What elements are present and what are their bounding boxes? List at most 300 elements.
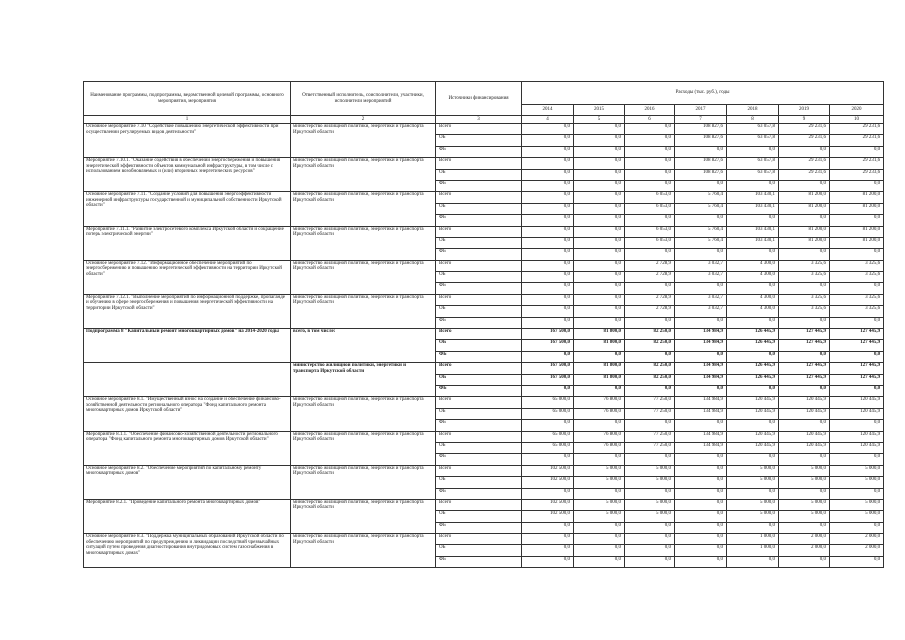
amount-cell: 0,0 [522, 545, 574, 556]
amount-cell: 81 200,0 [830, 192, 884, 203]
amount-cell: 0,0 [522, 522, 574, 533]
funding-source: ОБ [436, 272, 522, 283]
amount-cell: 0,0 [675, 420, 727, 431]
column-index: 4 [522, 116, 574, 124]
header-year: 2016 [625, 105, 675, 116]
amount-cell: 5 000,0 [574, 477, 625, 488]
amount-cell: 134 984,9 [675, 374, 727, 385]
amount-cell: 76 800,0 [574, 431, 625, 442]
amount-cell: 2 000,0 [779, 545, 830, 556]
executor: министерство жилищной политики, энергетики и транспорта Иркутской области [291, 397, 436, 431]
amount-cell: 0,0 [727, 215, 779, 226]
amount-cell: 29 231,6 [779, 158, 830, 169]
amount-cell: 0,0 [779, 522, 830, 533]
amount-cell: 120 445,9 [779, 408, 830, 419]
amount-cell: 0,0 [522, 534, 574, 545]
measure-name [84, 363, 291, 397]
amount-cell: 0,0 [574, 180, 625, 191]
amount-cell: 5 000,0 [574, 511, 625, 522]
amount-cell: 4 300,0 [727, 272, 779, 283]
amount-cell: 0,0 [574, 203, 625, 214]
amount-cell: 127 445,9 [779, 363, 830, 374]
amount-cell: 3 032,7 [675, 306, 727, 317]
amount-cell: 0,0 [522, 420, 574, 431]
amount-cell: 0,0 [574, 226, 625, 237]
amount-cell: 82 250,0 [625, 329, 675, 340]
amount-cell: 0,0 [625, 215, 675, 226]
amount-cell: 0,0 [675, 215, 727, 226]
amount-cell: 0,0 [830, 385, 884, 396]
amount-cell: 3 325,6 [779, 260, 830, 271]
amount-cell: 0,0 [522, 226, 574, 237]
amount-cell: 3 325,6 [830, 260, 884, 271]
amount-cell: 29 231,6 [830, 135, 884, 146]
funding-source: Всего [436, 465, 522, 476]
amount-cell: 5 000,0 [830, 477, 884, 488]
amount-cell: 3 325,6 [779, 272, 830, 283]
amount-cell: 0,0 [727, 283, 779, 294]
funding-source: ФБ [436, 454, 522, 465]
table-row [84, 294, 884, 305]
amount-cell: 0,0 [574, 545, 625, 556]
amount-cell: 82 250,0 [625, 340, 675, 351]
amount-cell: 0,0 [574, 317, 625, 328]
amount-cell: 0,0 [625, 534, 675, 545]
amount-cell: 0,0 [574, 306, 625, 317]
amount-cell: 108 827,6 [675, 158, 727, 169]
amount-cell: 5 760,4 [675, 192, 727, 203]
column-index: 5 [574, 116, 625, 124]
amount-cell: 134 984,9 [675, 329, 727, 340]
amount-cell: 0,0 [522, 351, 574, 362]
amount-cell: 120 445,9 [779, 431, 830, 442]
amount-cell: 126 445,9 [727, 329, 779, 340]
amount-cell: 0,0 [574, 454, 625, 465]
funding-source: ОБ [436, 340, 522, 351]
amount-cell: 82 250,0 [625, 363, 675, 374]
amount-cell: 0,0 [675, 454, 727, 465]
amount-cell: 5 000,0 [625, 477, 675, 488]
amount-cell: 0,0 [675, 465, 727, 476]
measure-name: Подпрограмма 8 "Капитальный ремонт многоквартирных домов" на 2014-2020 годы [84, 329, 291, 363]
amount-cell: 120 445,9 [830, 442, 884, 453]
amount-cell: 134 984,9 [675, 442, 727, 453]
amount-cell: 5 760,4 [675, 226, 727, 237]
amount-cell: 2 728,9 [625, 294, 675, 305]
header-year: 2017 [675, 105, 727, 116]
executor: министерство жилищной политики, энергетики и транспорта Иркутской области [291, 499, 436, 533]
amount-cell: 3 325,6 [830, 294, 884, 305]
amount-cell: 0,0 [574, 192, 625, 203]
funding-source: Всего [436, 397, 522, 408]
amount-cell: 127 445,9 [830, 374, 884, 385]
amount-cell: 65 000,0 [522, 442, 574, 453]
amount-cell: 0,0 [830, 317, 884, 328]
amount-cell: 77 250,0 [625, 431, 675, 442]
amount-cell: 5 000,0 [625, 465, 675, 476]
amount-cell: 5 000,0 [625, 511, 675, 522]
column-index: 2 [291, 116, 436, 124]
amount-cell: 0,0 [574, 135, 625, 146]
amount-cell: 134 984,9 [675, 397, 727, 408]
column-index: 8 [727, 116, 779, 124]
amount-cell: 0,0 [727, 522, 779, 533]
amount-cell: 0,0 [625, 135, 675, 146]
budget-table [83, 81, 884, 568]
amount-cell: 3 325,6 [779, 306, 830, 317]
amount-cell: 0,0 [522, 203, 574, 214]
amount-cell: 0,0 [675, 511, 727, 522]
amount-cell: 5 000,0 [727, 477, 779, 488]
amount-cell: 0,0 [574, 237, 625, 248]
amount-cell: 0,0 [830, 420, 884, 431]
amount-cell: 29 231,6 [779, 124, 830, 135]
amount-cell: 0,0 [779, 283, 830, 294]
executor: министерство жилищной политики, энергетики и транспорта Иркутской области [291, 260, 436, 294]
table-row [84, 158, 884, 169]
amount-cell: 0,0 [779, 249, 830, 260]
amount-cell: 6 053,0 [625, 203, 675, 214]
amount-cell: 0,0 [625, 420, 675, 431]
amount-cell: 0,0 [675, 534, 727, 545]
funding-source: ОБ [436, 203, 522, 214]
amount-cell: 76 800,0 [574, 442, 625, 453]
amount-cell: 103 430,1 [727, 192, 779, 203]
amount-cell: 0,0 [675, 499, 727, 510]
amount-cell: 5 760,4 [675, 237, 727, 248]
executor: министерство жилищной политики, энергетики и транспорта Иркутской области [291, 465, 436, 499]
amount-cell: 29 231,6 [779, 135, 830, 146]
amount-cell: 0,0 [522, 385, 574, 396]
amount-cell: 2 000,0 [830, 545, 884, 556]
column-index: 3 [436, 116, 522, 124]
amount-cell: 108 827,6 [675, 169, 727, 180]
amount-cell: 2 728,9 [625, 260, 675, 271]
amount-cell: 77 250,0 [625, 408, 675, 419]
amount-cell: 65 000,0 [522, 431, 574, 442]
amount-cell: 0,0 [625, 158, 675, 169]
amount-cell: 0,0 [779, 351, 830, 362]
amount-cell: 0,0 [727, 488, 779, 499]
amount-cell: 0,0 [574, 294, 625, 305]
funding-source: Всего [436, 158, 522, 169]
table-row [84, 192, 884, 203]
amount-cell: 0,0 [625, 146, 675, 157]
amount-cell: 0,0 [675, 180, 727, 191]
amount-cell: 0,0 [522, 272, 574, 283]
amount-cell: 81 200,0 [779, 203, 830, 214]
amount-cell: 4 300,0 [727, 306, 779, 317]
amount-cell: 0,0 [727, 249, 779, 260]
amount-cell: 102 500,0 [522, 499, 574, 510]
funding-source: ФБ [436, 215, 522, 226]
amount-cell: 127 445,9 [830, 363, 884, 374]
amount-cell: 5 000,0 [727, 511, 779, 522]
amount-cell: 0,0 [574, 385, 625, 396]
funding-source: ФБ [436, 522, 522, 533]
amount-cell: 0,0 [830, 180, 884, 191]
amount-cell: 0,0 [779, 317, 830, 328]
amount-cell: 167 500,0 [522, 363, 574, 374]
funding-source: ОБ [436, 545, 522, 556]
amount-cell: 0,0 [574, 488, 625, 499]
amount-cell: 0,0 [779, 146, 830, 157]
measure-name: Основное мероприятие 7.12. "Информационное обеспечение мероприятий по энергосбережению и повышению энергетической эффективности на территории Иркутской области" [84, 260, 291, 294]
amount-cell: 0,0 [675, 488, 727, 499]
funding-source: ОБ [436, 169, 522, 180]
amount-cell: 3 032,7 [675, 272, 727, 283]
amount-cell: 0,0 [522, 454, 574, 465]
amount-cell: 0,0 [830, 522, 884, 533]
funding-source: Всего [436, 294, 522, 305]
amount-cell: 0,0 [522, 556, 574, 567]
table-row [84, 260, 884, 271]
funding-source: Всего [436, 260, 522, 271]
measure-name: Мероприятие 7.12.1. "Выполнение мероприятий по информационной поддержке, пропаганде и обучению в сфере энергосбережения и повышения энергетической эффективности на территории Иркутской области" [84, 294, 291, 328]
amount-cell: 0,0 [727, 420, 779, 431]
column-index: 9 [779, 116, 830, 124]
amount-cell: 0,0 [830, 488, 884, 499]
amount-cell: 127 445,9 [779, 340, 830, 351]
funding-source: ОБ [436, 442, 522, 453]
funding-source: ОБ [436, 511, 522, 522]
table-row [84, 397, 884, 408]
funding-source: ФБ [436, 317, 522, 328]
amount-cell: 0,0 [625, 317, 675, 328]
executor: министерство жилищной политики, энергетики и транспорта Иркутской области [291, 158, 436, 192]
header-year: 2019 [779, 105, 830, 116]
amount-cell: 120 445,9 [727, 397, 779, 408]
funding-source: Всего [436, 124, 522, 135]
amount-cell: 0,0 [574, 124, 625, 135]
header-year: 2018 [727, 105, 779, 116]
amount-cell: 0,0 [675, 146, 727, 157]
amount-cell: 134 984,9 [675, 363, 727, 374]
measure-name: Мероприятие 8.2.1. "Проведение капитального ремонта многоквартирных домов" [84, 499, 291, 533]
amount-cell: 6 053,0 [625, 226, 675, 237]
amount-cell: 29 231,6 [830, 124, 884, 135]
amount-cell: 0,0 [522, 317, 574, 328]
amount-cell: 5 000,0 [830, 465, 884, 476]
amount-cell: 5 760,4 [675, 203, 727, 214]
header-year: 2015 [574, 105, 625, 116]
amount-cell: 81 200,0 [830, 226, 884, 237]
amount-cell: 0,0 [727, 146, 779, 157]
table-row [84, 465, 884, 476]
funding-source: ОБ [436, 374, 522, 385]
funding-source: ОБ [436, 135, 522, 146]
funding-source: ОБ [436, 237, 522, 248]
column-index: 7 [675, 116, 727, 124]
amount-cell: 134 984,9 [675, 408, 727, 419]
amount-cell: 102 500,0 [522, 477, 574, 488]
amount-cell: 2 728,9 [625, 306, 675, 317]
amount-cell: 0,0 [727, 556, 779, 567]
amount-cell: 76 800,0 [574, 397, 625, 408]
amount-cell: 0,0 [675, 283, 727, 294]
amount-cell: 127 445,9 [830, 340, 884, 351]
amount-cell: 134 984,9 [675, 431, 727, 442]
amount-cell: 0,0 [522, 135, 574, 146]
amount-cell: 102 500,0 [522, 465, 574, 476]
table-body [84, 124, 884, 568]
amount-cell: 5 000,0 [574, 499, 625, 510]
measure-name: Мероприятие 7.10.1. "Оказание содействия в обеспечении энергосбережения и повышения энергетической эффективности объектов коммунальной инфраструктуры, в том числе с использованием возобновляемых и (или) вторичных энергетических ресурсов" [84, 158, 291, 192]
amount-cell: 0,0 [574, 272, 625, 283]
amount-cell: 0,0 [522, 169, 574, 180]
amount-cell: 0,0 [574, 283, 625, 294]
table-row [84, 226, 884, 237]
amount-cell: 0,0 [625, 283, 675, 294]
measure-name: Мероприятие 7.11.1. "Развитие электросетевого комплекса Иркутской области и сокращение потерь электрической энергии" [84, 226, 291, 260]
executor: министерство жилищной политики, энергетики и транспорта Иркутской области [291, 363, 436, 397]
amount-cell: 63 057,8 [727, 124, 779, 135]
amount-cell: 0,0 [522, 146, 574, 157]
amount-cell: 2 000,0 [779, 534, 830, 545]
amount-cell: 76 800,0 [574, 408, 625, 419]
amount-cell: 81 800,0 [574, 363, 625, 374]
amount-cell: 120 445,9 [779, 442, 830, 453]
amount-cell: 6 053,0 [625, 192, 675, 203]
amount-cell: 0,0 [574, 534, 625, 545]
amount-cell: 167 500,0 [522, 340, 574, 351]
amount-cell: 0,0 [522, 283, 574, 294]
amount-cell: 167 500,0 [522, 329, 574, 340]
amount-cell: 0,0 [574, 420, 625, 431]
amount-cell: 127 445,9 [830, 329, 884, 340]
amount-cell: 5 000,0 [779, 465, 830, 476]
amount-cell: 5 000,0 [779, 477, 830, 488]
amount-cell: 0,0 [625, 385, 675, 396]
header-program: Наименование программы, подпрограммы, ведомственной целевой программы, основного мероприятия, мероприятия [84, 82, 291, 116]
amount-cell: 1 000,0 [727, 545, 779, 556]
header-expenses: Расходы (тыс. руб.), годы [522, 82, 884, 105]
amount-cell: 65 000,0 [522, 408, 574, 419]
amount-cell: 4 300,0 [727, 260, 779, 271]
amount-cell: 81 200,0 [779, 192, 830, 203]
header-source: Источники финансирования [436, 82, 522, 116]
amount-cell: 0,0 [522, 158, 574, 169]
amount-cell: 29 231,6 [830, 158, 884, 169]
executor: министерство жилищной политики, энергетики и транспорта Иркутской области [291, 294, 436, 328]
amount-cell: 120 445,9 [727, 408, 779, 419]
table-row [84, 363, 884, 374]
amount-cell: 5 000,0 [727, 465, 779, 476]
measure-name: Основное мероприятие 7.10 "Содействие повышению энергетической эффективности при осуществлении регулируемых видов деятельности" [84, 124, 291, 158]
amount-cell: 0,0 [522, 124, 574, 135]
funding-source: Всего [436, 534, 522, 545]
funding-source: Всего [436, 499, 522, 510]
amount-cell: 5 000,0 [830, 499, 884, 510]
amount-cell: 82 250,0 [625, 374, 675, 385]
amount-cell: 0,0 [574, 260, 625, 271]
amount-cell: 29 233,6 [830, 169, 884, 180]
amount-cell: 0,0 [522, 180, 574, 191]
amount-cell: 5 000,0 [574, 465, 625, 476]
amount-cell: 0,0 [779, 420, 830, 431]
measure-name: Основное мероприятие 7.11. "Создание условий для повышения энергоэффективности инженерной инфраструктуры государственной и муниципальной собственности Иркутской области" [84, 192, 291, 226]
amount-cell: 2 728,9 [625, 272, 675, 283]
amount-cell: 0,0 [574, 215, 625, 226]
amount-cell: 0,0 [625, 556, 675, 567]
executor: министерство жилищной политики, энергетики и транспорта Иркутской области [291, 192, 436, 226]
funding-source: ФБ [436, 420, 522, 431]
amount-cell: 0,0 [574, 158, 625, 169]
amount-cell: 4 300,0 [727, 294, 779, 305]
amount-cell: 0,0 [727, 317, 779, 328]
amount-cell: 126 445,9 [727, 340, 779, 351]
amount-cell: 0,0 [675, 522, 727, 533]
funding-source: Всего [436, 192, 522, 203]
funding-source: ФБ [436, 351, 522, 362]
amount-cell: 65 000,0 [522, 397, 574, 408]
amount-cell: 63 057,8 [727, 135, 779, 146]
amount-cell: 0,0 [830, 556, 884, 567]
executor: министерство жилищной политики, энергетики и транспорта Иркутской области [291, 124, 436, 158]
funding-source: ФБ [436, 385, 522, 396]
amount-cell: 0,0 [522, 237, 574, 248]
amount-cell: 120 445,9 [727, 431, 779, 442]
amount-cell: 0,0 [779, 215, 830, 226]
amount-cell: 0,0 [625, 522, 675, 533]
amount-cell: 108 827,6 [675, 124, 727, 135]
amount-cell: 81 200,0 [779, 226, 830, 237]
amount-cell: 5 000,0 [625, 499, 675, 510]
amount-cell: 0,0 [625, 124, 675, 135]
table-row [84, 124, 884, 135]
amount-cell: 77 250,0 [625, 442, 675, 453]
amount-cell: 29 231,6 [779, 169, 830, 180]
amount-cell: 134 984,9 [675, 340, 727, 351]
measure-name: Основное мероприятие 8.1. "Имущественный взнос на создание и обеспечение финансово-хозяйственной деятельности регионального оператора "Фонд капитального ремонта многоквартирных домов Иркутской области" [84, 397, 291, 431]
amount-cell: 63 057,8 [727, 169, 779, 180]
amount-cell: 127 445,9 [779, 329, 830, 340]
amount-cell: 81 800,0 [574, 329, 625, 340]
amount-cell: 0,0 [522, 260, 574, 271]
amount-cell: 0,0 [522, 306, 574, 317]
amount-cell: 0,0 [727, 385, 779, 396]
amount-cell: 0,0 [675, 545, 727, 556]
funding-source: ФБ [436, 180, 522, 191]
header-year: 2020 [830, 105, 884, 116]
measure-name: Основное мероприятие 8.2. "Обеспечение мероприятий по капитальному ремонту многоквартирных домов" [84, 465, 291, 499]
header-year: 2014 [522, 105, 574, 116]
funding-source: Всего [436, 431, 522, 442]
amount-cell: 3 032,7 [675, 294, 727, 305]
amount-cell: 103 430,1 [727, 226, 779, 237]
amount-cell: 0,0 [830, 215, 884, 226]
amount-cell: 108 827,6 [675, 135, 727, 146]
executor: министерство жилищной политики, энергетики и транспорта Иркутской области [291, 226, 436, 260]
funding-source: ОБ [436, 477, 522, 488]
amount-cell: 167 500,0 [522, 374, 574, 385]
funding-source: ФБ [436, 146, 522, 157]
executor: всего, в том числе: [291, 329, 436, 363]
amount-cell: 127 445,9 [779, 374, 830, 385]
amount-cell: 1 000,0 [727, 534, 779, 545]
amount-cell: 0,0 [522, 488, 574, 499]
amount-cell: 5 000,0 [727, 499, 779, 510]
amount-cell: 3 325,6 [779, 294, 830, 305]
amount-cell: 0,0 [574, 556, 625, 567]
amount-cell: 0,0 [779, 180, 830, 191]
header-executor: Ответственный исполнитель, соисполнители, участники, исполнители мероприятий [291, 82, 436, 116]
table-row [84, 499, 884, 510]
funding-source: ФБ [436, 283, 522, 294]
funding-source: ОБ [436, 306, 522, 317]
amount-cell: 3 325,6 [830, 306, 884, 317]
amount-cell: 0,0 [830, 283, 884, 294]
